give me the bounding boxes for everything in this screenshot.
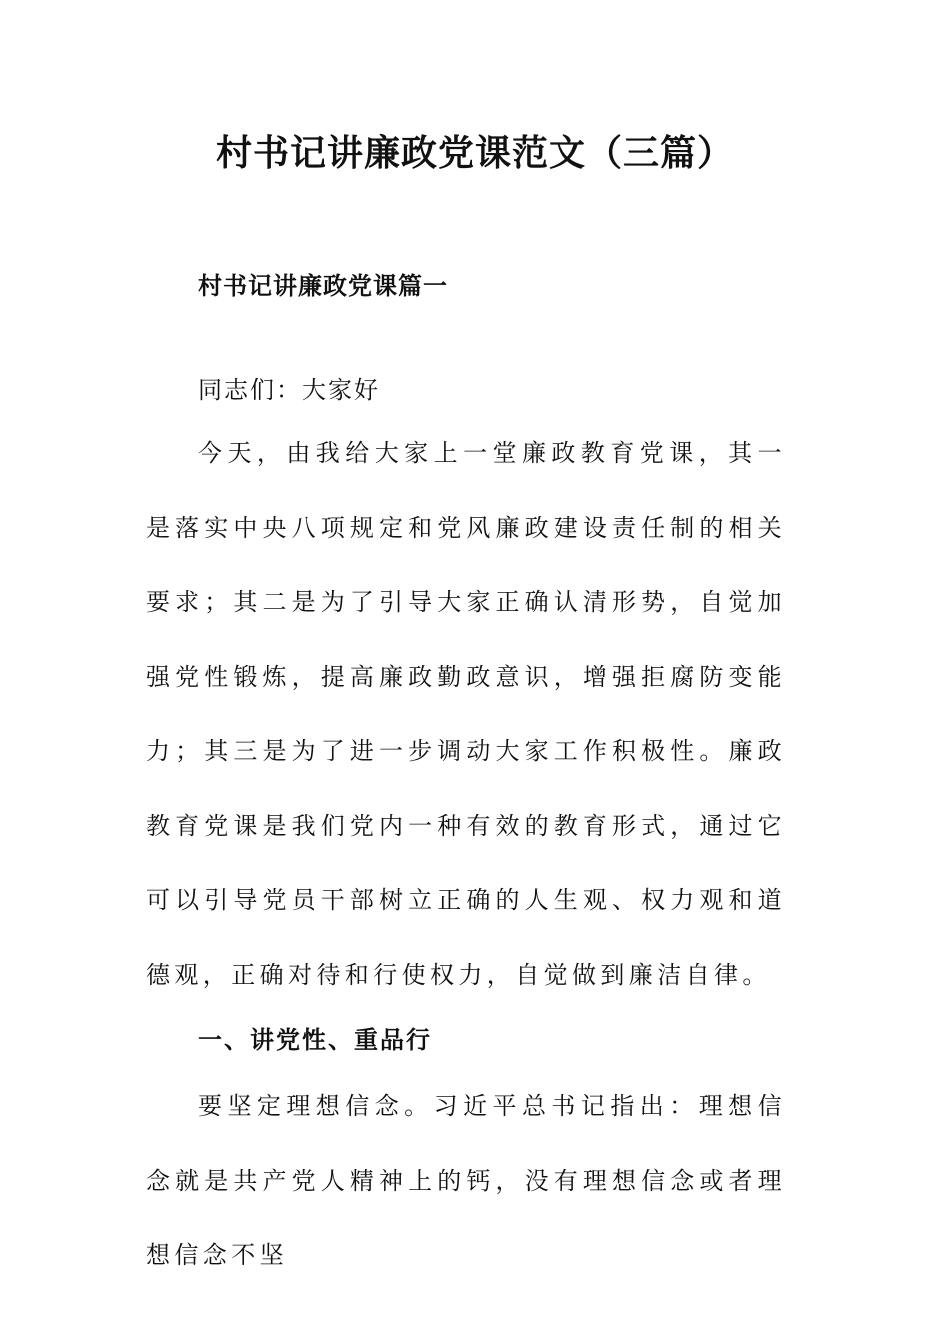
subheading-1: 一、讲党性、重品行 [198, 1025, 432, 1054]
body-paragraph-2: 要坚定理想信念。习近平总书记指出：理想信念就是共产党人精神上的钙，没有理想信念或者理想信念不坚 [146, 1092, 786, 1269]
greeting-line: 同志们：大家好 [198, 376, 380, 404]
section-heading: 村书记讲廉政党课篇一 [198, 271, 448, 300]
document-title: 村书记讲廉政党课范文（三篇） [215, 132, 734, 174]
body-paragraph-1: 今天，由我给大家上一堂廉政教育党课，其一是落实中央八项规定和党风廉政建设责任制的相关要求；其二是为了引导大家正确认清形势，自觉加强党性锻炼，提高廉政勤政意识，增强拒腐防变能力；其三是为了进一步调动大家工作积极性。廉政教育党课是我们党内一种有效的教育形式，通过它可以引导党员干部树立正确的人生观、权力观和道德观，正确对待和行使权力，自觉做到廉洁自律。 [146, 439, 786, 989]
